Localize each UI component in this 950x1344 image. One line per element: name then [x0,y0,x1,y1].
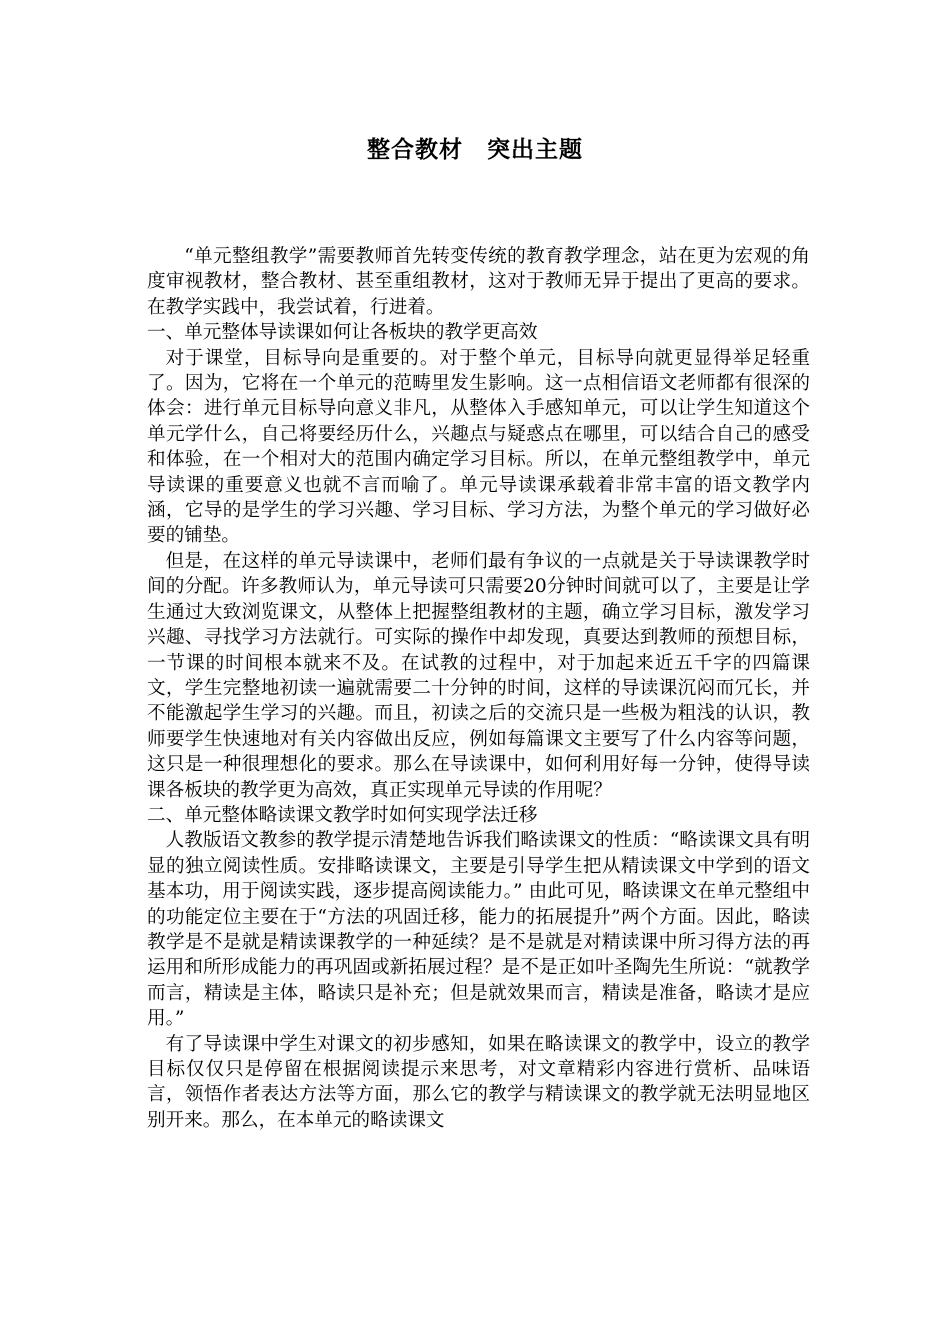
section-heading-2: 二、单元整体略读课文教学时如何实现学法迁移 [147,804,538,826]
document-title: 整合教材 突出主题 [367,136,583,163]
paragraph-intro: “单元整组教学”需要教师首先转变传统的教育教学理念，站在更为宏观的角度审视教材，整合教材、甚至重组教材，这对于教师无异于提出了更高的要求。在教学实践中，我尝试着，行进着。 [147,246,810,318]
paragraph-time-allocation: 但是，在这样的单元导读课中，老师们最有争议的一点就是关于导读课教学时间的分配。许多教师认为，单元导读可只需要20分钟时间就可以了，主要是让学生通过大致浏览课文，从整体上把握整组教材的主题，确立学习目标，激发学习兴趣、寻找学习方法就行。可实际的操作中却发现，真要达到教师的预想目标，一节课的时间根本就来不及。在试教的过程中，对于加起来近五千字的四篇课文，学生完整地初读一遍就需要二十分钟的时间，这样的导读课沉闷而冗长，并不能激起学生学习的兴趣。而且，初读之后的交流只是一些极为粗浅的认识，教师要学生快速地对有关内容做出反应，例如每篇课文主要写了什么内容等问题，这只是一种很理想化的要求。那么在导读课中，如何利用好每一分钟，使得导读课各板块的教学更为高效，真正实现单元导读的作用呢？ [147,550,810,801]
paragraph-skimming-teaching: 有了导读课中学生对课文的初步感知，如果在略读课文的教学中，设立的教学目标仅仅只是停留在根据阅读提示来思考，对文章精彩内容进行赏析、品味语言，领悟作者表达方法等方面，那么它的教学与精读课文的教学就无法明显地区别开来。那么，在本单元的略读课文 [147,1033,810,1131]
section-heading-1: 一、单元整体导读课如何让各板块的教学更高效 [147,322,538,344]
document-body [147,244,810,1133]
paragraph-goal-guidance: 对于课堂，目标导向是重要的。对于整个单元，目标导向就更显得举足轻重了。因为，它将在一个单元的范畴里发生影响。这一点相信语文老师都有很深的体会：进行单元目标导向意义非凡，从整体入手感知单元，可以让学生知道这个单元学什么，自己将要经历什么，兴趣点与疑惑点在哪里，可以结合自己的感受和体验，在一个相对大的范围内确定学习目标。所以，在单元整组教学中，单元导读课的重要意义也就不言而喻了。单元导读课承载着非常丰富的语文教学内涵，它导的是学生的学习兴趣、学习目标、学习方法，为整个单元的学习做好必要的铺垫。 [147,347,810,547]
paragraph-skimming-nature: 人教版语文教参的教学提示清楚地告诉我们略读课文的性质：“略读课文具有明显的独立阅读性质。安排略读课文，主要是引导学生把从精读课文中学到的语文基本功，用于阅读实践，逐步提高阅读能力。” 由此可见，略读课文在单元整组中的功能定位主要在于“方法的巩固迁移，能力的拓展提升”两个方面。因此，略读教学是不是就是精读课教学的一种延续？是不是就是对精读课中所习得方法的再运用和所形成能力的再巩固或新拓展过程？是不是正如叶圣陶先生所说：“就教学而言，精读是主体，略读只是补充；但是就效果而言，精读是准备，略读才是应用。” [147,830,810,1030]
